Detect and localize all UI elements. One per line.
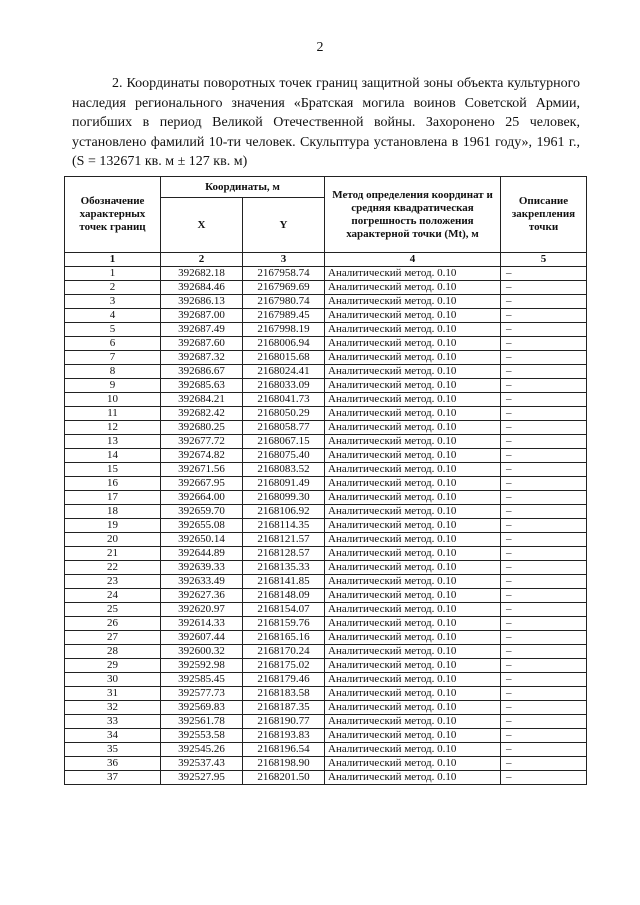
header-x: X xyxy=(161,198,243,253)
description-cell: – xyxy=(501,715,587,729)
coord-x: 392687.49 xyxy=(161,323,243,337)
coord-x: 392600.32 xyxy=(161,645,243,659)
coord-x: 392671.56 xyxy=(161,463,243,477)
method-cell: Аналитический метод. 0.10 xyxy=(325,295,501,309)
table-row xyxy=(65,267,587,281)
coord-x: 392674.82 xyxy=(161,449,243,463)
coord-x: 392684.46 xyxy=(161,281,243,295)
table-row xyxy=(65,603,587,617)
point-number: 34 xyxy=(65,729,161,743)
table-row xyxy=(65,295,587,309)
coord-x: 392553.58 xyxy=(161,729,243,743)
description-cell: – xyxy=(501,617,587,631)
method-cell: Аналитический метод. 0.10 xyxy=(325,575,501,589)
description-cell: – xyxy=(501,757,587,771)
method-cell: Аналитический метод. 0.10 xyxy=(325,281,501,295)
coord-x: 392680.25 xyxy=(161,421,243,435)
point-number: 13 xyxy=(65,435,161,449)
method-cell: Аналитический метод. 0.10 xyxy=(325,603,501,617)
coord-y: 2168041.73 xyxy=(243,393,325,407)
intro-paragraph: 2. Координаты поворотных точек границ защитной зоны объекта культурного наследия регионального значения «Братская могила воинов Советской Армии, погибших в период Великой Отечественной войны. Захоронено 25 человек, установлено фамилий 10-ти человек. Скульптура установлена в 1961 году», 1961 г., (S = 132671 кв. м ± 127 кв. м) xyxy=(72,76,580,169)
point-number: 36 xyxy=(65,757,161,771)
coord-y: 2168121.57 xyxy=(243,533,325,547)
coord-x: 392627.36 xyxy=(161,589,243,603)
method-cell: Аналитический метод. 0.10 xyxy=(325,687,501,701)
table-row xyxy=(65,701,587,715)
description-cell: – xyxy=(501,309,587,323)
table-row xyxy=(65,533,587,547)
coord-x: 392655.08 xyxy=(161,519,243,533)
table-row xyxy=(65,281,587,295)
coord-x: 392527.95 xyxy=(161,771,243,785)
description-cell: – xyxy=(501,267,587,281)
description-cell: – xyxy=(501,603,587,617)
description-cell: – xyxy=(501,323,587,337)
table-row xyxy=(65,337,587,351)
table-row xyxy=(65,617,587,631)
table-row xyxy=(65,771,587,785)
point-number: 6 xyxy=(65,337,161,351)
coord-x: 392577.73 xyxy=(161,687,243,701)
description-cell: – xyxy=(501,421,587,435)
coord-x: 392614.33 xyxy=(161,617,243,631)
coord-y: 2168114.35 xyxy=(243,519,325,533)
coord-x: 392687.32 xyxy=(161,351,243,365)
description-cell: – xyxy=(501,337,587,351)
coord-y: 2168050.29 xyxy=(243,407,325,421)
coord-y: 2168175.02 xyxy=(243,659,325,673)
coordinates-table xyxy=(64,176,587,785)
coord-y: 2167989.45 xyxy=(243,309,325,323)
page-number: 2 xyxy=(316,40,324,55)
point-number: 15 xyxy=(65,463,161,477)
point-number: 30 xyxy=(65,673,161,687)
description-cell: – xyxy=(501,365,587,379)
coord-x: 392545.26 xyxy=(161,743,243,757)
table-row xyxy=(65,407,587,421)
method-cell: Аналитический метод. 0.10 xyxy=(325,645,501,659)
coord-y: 2168006.94 xyxy=(243,337,325,351)
table-row xyxy=(65,435,587,449)
point-number: 26 xyxy=(65,617,161,631)
point-number: 2 xyxy=(65,281,161,295)
method-cell: Аналитический метод. 0.10 xyxy=(325,323,501,337)
point-number: 8 xyxy=(65,365,161,379)
coord-x: 392633.49 xyxy=(161,575,243,589)
point-number: 1 xyxy=(65,267,161,281)
coord-y: 2168083.52 xyxy=(243,463,325,477)
coord-y: 2168128.57 xyxy=(243,547,325,561)
table-row xyxy=(65,393,587,407)
coord-y: 2168179.46 xyxy=(243,673,325,687)
coord-y: 2167998.19 xyxy=(243,323,325,337)
description-cell: – xyxy=(501,631,587,645)
method-cell: Аналитический метод. 0.10 xyxy=(325,393,501,407)
coord-y: 2168075.40 xyxy=(243,449,325,463)
table-row xyxy=(65,323,587,337)
coord-y: 2168135.33 xyxy=(243,561,325,575)
point-number: 32 xyxy=(65,701,161,715)
table-row xyxy=(65,547,587,561)
description-cell: – xyxy=(501,463,587,477)
point-number: 28 xyxy=(65,645,161,659)
description-cell: – xyxy=(501,659,587,673)
column-number: 2 xyxy=(161,253,243,267)
coord-y: 2168067.15 xyxy=(243,435,325,449)
column-number: 3 xyxy=(243,253,325,267)
coord-x: 392644.89 xyxy=(161,547,243,561)
method-cell: Аналитический метод. 0.10 xyxy=(325,365,501,379)
description-cell: – xyxy=(501,547,587,561)
table-row xyxy=(65,477,587,491)
coord-x: 392639.33 xyxy=(161,561,243,575)
coord-y: 2168141.85 xyxy=(243,575,325,589)
point-number: 18 xyxy=(65,505,161,519)
table-row xyxy=(65,631,587,645)
method-cell: Аналитический метод. 0.10 xyxy=(325,351,501,365)
method-cell: Аналитический метод. 0.10 xyxy=(325,519,501,533)
table-row xyxy=(65,505,587,519)
table-row xyxy=(65,575,587,589)
coord-y: 2168015.68 xyxy=(243,351,325,365)
coord-y: 2168159.76 xyxy=(243,617,325,631)
table-row xyxy=(65,379,587,393)
column-number-row xyxy=(65,253,587,267)
point-number: 25 xyxy=(65,603,161,617)
coord-y: 2168091.49 xyxy=(243,477,325,491)
coord-x: 392650.14 xyxy=(161,533,243,547)
table-row xyxy=(65,673,587,687)
description-cell: – xyxy=(501,575,587,589)
table-row xyxy=(65,729,587,743)
point-number: 16 xyxy=(65,477,161,491)
point-number: 9 xyxy=(65,379,161,393)
point-number: 4 xyxy=(65,309,161,323)
description-cell: – xyxy=(501,701,587,715)
point-number: 12 xyxy=(65,421,161,435)
header-y: Y xyxy=(243,198,325,253)
method-cell: Аналитический метод. 0.10 xyxy=(325,631,501,645)
description-cell: – xyxy=(501,393,587,407)
table-row xyxy=(65,687,587,701)
description-cell: – xyxy=(501,589,587,603)
description-cell: – xyxy=(501,673,587,687)
coord-x: 392687.00 xyxy=(161,309,243,323)
coord-x: 392537.43 xyxy=(161,757,243,771)
method-cell: Аналитический метод. 0.10 xyxy=(325,673,501,687)
point-number: 11 xyxy=(65,407,161,421)
coord-y: 2168190.77 xyxy=(243,715,325,729)
coord-y: 2167958.74 xyxy=(243,267,325,281)
method-cell: Аналитический метод. 0.10 xyxy=(325,757,501,771)
point-number: 23 xyxy=(65,575,161,589)
description-cell: – xyxy=(501,645,587,659)
table-row xyxy=(65,519,587,533)
coord-y: 2168170.24 xyxy=(243,645,325,659)
point-number: 17 xyxy=(65,491,161,505)
column-number: 1 xyxy=(65,253,161,267)
point-number: 22 xyxy=(65,561,161,575)
method-cell: Аналитический метод. 0.10 xyxy=(325,589,501,603)
point-number: 10 xyxy=(65,393,161,407)
coord-y: 2168154.07 xyxy=(243,603,325,617)
table-row xyxy=(65,715,587,729)
coord-x: 392667.95 xyxy=(161,477,243,491)
column-number: 4 xyxy=(325,253,501,267)
coord-y: 2168193.83 xyxy=(243,729,325,743)
table-row xyxy=(65,449,587,463)
description-cell: – xyxy=(501,561,587,575)
coord-x: 392569.83 xyxy=(161,701,243,715)
coord-x: 392685.63 xyxy=(161,379,243,393)
method-cell: Аналитический метод. 0.10 xyxy=(325,533,501,547)
coord-y: 2168183.58 xyxy=(243,687,325,701)
coord-y: 2167980.74 xyxy=(243,295,325,309)
method-cell: Аналитический метод. 0.10 xyxy=(325,407,501,421)
method-cell: Аналитический метод. 0.10 xyxy=(325,701,501,715)
header-designation: Обозначение характерных точек границ xyxy=(65,177,161,253)
method-cell: Аналитический метод. 0.10 xyxy=(325,771,501,785)
description-cell: – xyxy=(501,505,587,519)
coord-x: 392682.18 xyxy=(161,267,243,281)
method-cell: Аналитический метод. 0.10 xyxy=(325,715,501,729)
method-cell: Аналитический метод. 0.10 xyxy=(325,561,501,575)
coord-y: 2168196.54 xyxy=(243,743,325,757)
coord-x: 392682.42 xyxy=(161,407,243,421)
description-cell: – xyxy=(501,435,587,449)
description-cell: – xyxy=(501,379,587,393)
method-cell: Аналитический метод. 0.10 xyxy=(325,729,501,743)
method-cell: Аналитический метод. 0.10 xyxy=(325,617,501,631)
method-cell: Аналитический метод. 0.10 xyxy=(325,659,501,673)
coord-x: 392561.78 xyxy=(161,715,243,729)
coord-y: 2168099.30 xyxy=(243,491,325,505)
table-row xyxy=(65,351,587,365)
coord-x: 392664.00 xyxy=(161,491,243,505)
coord-y: 2168033.09 xyxy=(243,379,325,393)
coord-x: 392684.21 xyxy=(161,393,243,407)
method-cell: Аналитический метод. 0.10 xyxy=(325,435,501,449)
description-cell: – xyxy=(501,295,587,309)
method-cell: Аналитический метод. 0.10 xyxy=(325,743,501,757)
coord-y: 2168165.16 xyxy=(243,631,325,645)
description-cell: – xyxy=(501,407,587,421)
description-cell: – xyxy=(501,533,587,547)
header-description: Описание закрепления точки xyxy=(501,177,587,253)
coord-x: 392686.13 xyxy=(161,295,243,309)
description-cell: – xyxy=(501,771,587,785)
description-cell: – xyxy=(501,491,587,505)
method-cell: Аналитический метод. 0.10 xyxy=(325,309,501,323)
point-number: 19 xyxy=(65,519,161,533)
point-number: 33 xyxy=(65,715,161,729)
point-number: 21 xyxy=(65,547,161,561)
table-row xyxy=(65,561,587,575)
table-row xyxy=(65,491,587,505)
header-method: Метод определения координат и средняя квадратическая погрешность положения характерной точки (Mt), м xyxy=(325,177,501,253)
coord-y: 2168024.41 xyxy=(243,365,325,379)
description-cell: – xyxy=(501,449,587,463)
coord-x: 392592.98 xyxy=(161,659,243,673)
coord-x: 392620.97 xyxy=(161,603,243,617)
coord-y: 2167969.69 xyxy=(243,281,325,295)
coord-y: 2168106.92 xyxy=(243,505,325,519)
description-cell: – xyxy=(501,281,587,295)
table-row xyxy=(65,365,587,379)
method-cell: Аналитический метод. 0.10 xyxy=(325,547,501,561)
point-number: 37 xyxy=(65,771,161,785)
method-cell: Аналитический метод. 0.10 xyxy=(325,267,501,281)
description-cell: – xyxy=(501,687,587,701)
point-number: 20 xyxy=(65,533,161,547)
method-cell: Аналитический метод. 0.10 xyxy=(325,463,501,477)
point-number: 35 xyxy=(65,743,161,757)
point-number: 29 xyxy=(65,659,161,673)
point-number: 3 xyxy=(65,295,161,309)
coord-y: 2168187.35 xyxy=(243,701,325,715)
description-cell: – xyxy=(501,351,587,365)
coord-x: 392659.70 xyxy=(161,505,243,519)
coord-x: 392686.67 xyxy=(161,365,243,379)
table-row xyxy=(65,659,587,673)
table-row xyxy=(65,757,587,771)
coord-x: 392677.72 xyxy=(161,435,243,449)
table-row xyxy=(65,421,587,435)
table-row xyxy=(65,743,587,757)
method-cell: Аналитический метод. 0.10 xyxy=(325,337,501,351)
point-number: 24 xyxy=(65,589,161,603)
method-cell: Аналитический метод. 0.10 xyxy=(325,421,501,435)
table-row xyxy=(65,645,587,659)
header-coordinates: Координаты, м xyxy=(161,177,325,198)
point-number: 5 xyxy=(65,323,161,337)
description-cell: – xyxy=(501,743,587,757)
point-number: 14 xyxy=(65,449,161,463)
coord-x: 392607.44 xyxy=(161,631,243,645)
coord-x: 392687.60 xyxy=(161,337,243,351)
point-number: 7 xyxy=(65,351,161,365)
table-row xyxy=(65,463,587,477)
table-row xyxy=(65,309,587,323)
point-number: 31 xyxy=(65,687,161,701)
method-cell: Аналитический метод. 0.10 xyxy=(325,505,501,519)
coord-y: 2168058.77 xyxy=(243,421,325,435)
method-cell: Аналитический метод. 0.10 xyxy=(325,379,501,393)
coord-x: 392585.45 xyxy=(161,673,243,687)
table-row xyxy=(65,589,587,603)
method-cell: Аналитический метод. 0.10 xyxy=(325,477,501,491)
coord-y: 2168148.09 xyxy=(243,589,325,603)
column-number: 5 xyxy=(501,253,587,267)
point-number: 27 xyxy=(65,631,161,645)
method-cell: Аналитический метод. 0.10 xyxy=(325,449,501,463)
coord-y: 2168201.50 xyxy=(243,771,325,785)
method-cell: Аналитический метод. 0.10 xyxy=(325,491,501,505)
description-cell: – xyxy=(501,519,587,533)
coord-y: 2168198.90 xyxy=(243,757,325,771)
description-cell: – xyxy=(501,729,587,743)
description-cell: – xyxy=(501,477,587,491)
